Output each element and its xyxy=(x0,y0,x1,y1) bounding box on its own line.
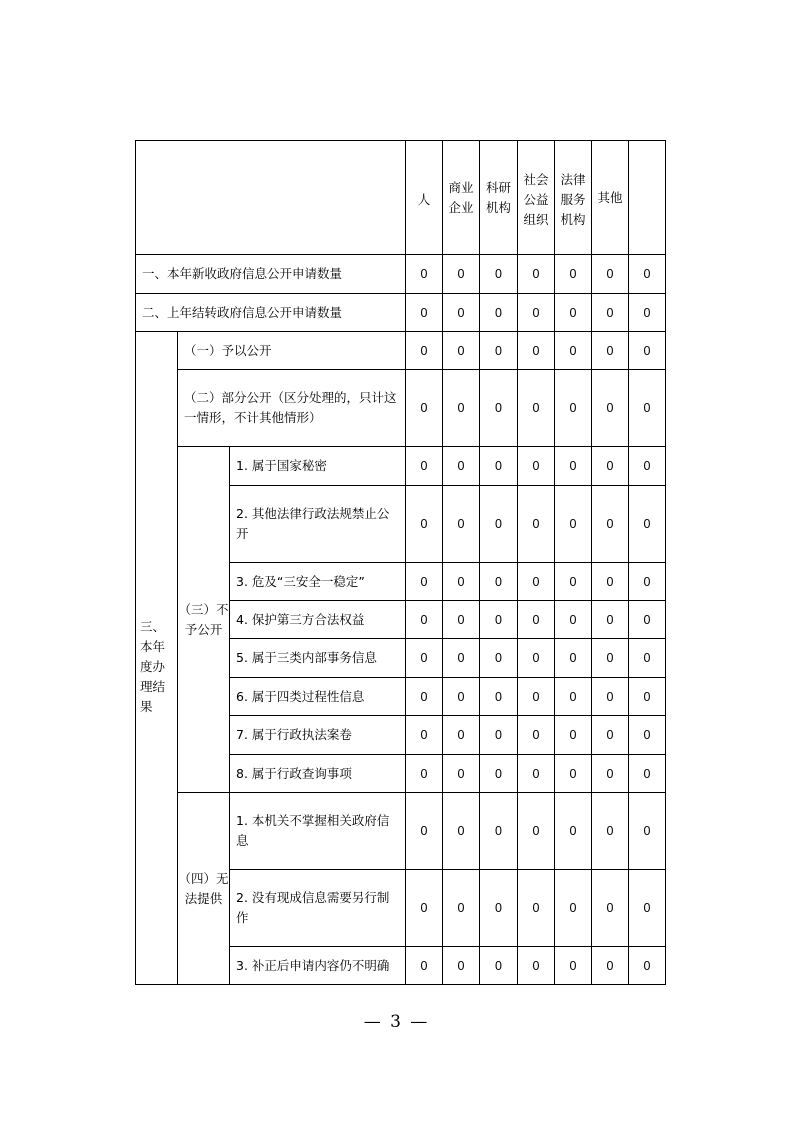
value-cell: 0 xyxy=(555,947,592,985)
value-cell: 0 xyxy=(518,639,555,678)
header-row xyxy=(136,141,666,255)
value-cell: 0 xyxy=(406,447,443,486)
value-cell: 0 xyxy=(629,294,666,332)
value-cell: 0 xyxy=(518,370,555,447)
value-cell: 0 xyxy=(406,639,443,678)
value-cell: 0 xyxy=(518,870,555,947)
value-cell: 0 xyxy=(629,678,666,716)
value-cell: 0 xyxy=(592,486,629,563)
value-cell: 0 xyxy=(629,255,666,294)
row-label: 1. 本机关不掌握相关政府信息 xyxy=(230,793,406,870)
value-cell: 0 xyxy=(443,447,480,486)
value-cell: 0 xyxy=(518,793,555,870)
value-cell: 0 xyxy=(518,255,555,294)
value-cell: 0 xyxy=(443,678,480,716)
value-cell: 0 xyxy=(592,870,629,947)
value-cell: 0 xyxy=(592,563,629,601)
value-cell: 0 xyxy=(629,601,666,639)
value-cell: 0 xyxy=(555,486,592,563)
row-label: 一、本年新收政府信息公开申请数量 xyxy=(136,255,406,294)
value-cell: 0 xyxy=(555,755,592,793)
value-cell: 0 xyxy=(480,639,518,678)
value-cell: 0 xyxy=(518,755,555,793)
value-cell: 0 xyxy=(629,793,666,870)
value-cell: 0 xyxy=(629,755,666,793)
value-cell: 0 xyxy=(480,294,518,332)
value-cell: 0 xyxy=(443,563,480,601)
value-cell: 0 xyxy=(555,370,592,447)
value-cell: 0 xyxy=(406,947,443,985)
header-col-natural-person: 人 xyxy=(406,141,443,255)
value-cell: 0 xyxy=(592,332,629,370)
value-cell: 0 xyxy=(480,755,518,793)
row-label: （二）部分公开（区分处理的，只计这一情形，不计其他情形） xyxy=(178,370,406,447)
value-cell: 0 xyxy=(480,563,518,601)
row-label: 3. 危及“三安全一稳定” xyxy=(230,563,406,601)
row-label: 二、上年结转政府信息公开申请数量 xyxy=(136,294,406,332)
value-cell: 0 xyxy=(592,255,629,294)
value-cell: 0 xyxy=(629,332,666,370)
value-cell: 0 xyxy=(592,447,629,486)
header-col-research: 科研 机构 xyxy=(480,141,518,255)
row-label: 3. 补正后申请内容仍不明确 xyxy=(230,947,406,985)
value-cell: 0 xyxy=(592,755,629,793)
value-cell: 0 xyxy=(406,793,443,870)
value-cell: 0 xyxy=(629,639,666,678)
value-cell: 0 xyxy=(555,332,592,370)
value-cell: 0 xyxy=(480,255,518,294)
value-cell: 0 xyxy=(518,601,555,639)
value-cell: 0 xyxy=(629,947,666,985)
table-row xyxy=(136,370,666,447)
value-cell: 0 xyxy=(443,716,480,755)
table-row xyxy=(136,294,666,332)
value-cell: 0 xyxy=(555,294,592,332)
value-cell: 0 xyxy=(592,639,629,678)
value-cell: 0 xyxy=(443,755,480,793)
value-cell: 0 xyxy=(443,639,480,678)
header-blank-cell xyxy=(136,141,406,255)
value-cell: 0 xyxy=(443,793,480,870)
value-cell: 0 xyxy=(518,563,555,601)
value-cell: 0 xyxy=(406,332,443,370)
value-cell: 0 xyxy=(518,716,555,755)
value-cell: 0 xyxy=(518,332,555,370)
value-cell: 0 xyxy=(555,870,592,947)
value-cell: 0 xyxy=(443,332,480,370)
value-cell: 0 xyxy=(629,486,666,563)
value-cell: 0 xyxy=(518,447,555,486)
value-cell: 0 xyxy=(406,716,443,755)
value-cell: 0 xyxy=(406,755,443,793)
value-cell: 0 xyxy=(406,370,443,447)
value-cell: 0 xyxy=(480,601,518,639)
value-cell: 0 xyxy=(629,447,666,486)
row-label: 2. 没有现成信息需要另行制作 xyxy=(230,870,406,947)
row-label: 8. 属于行政查询事项 xyxy=(230,755,406,793)
row-label: 7. 属于行政执法案卷 xyxy=(230,716,406,755)
value-cell: 0 xyxy=(480,332,518,370)
value-cell: 0 xyxy=(518,678,555,716)
table-row xyxy=(136,332,666,370)
value-cell: 0 xyxy=(555,601,592,639)
page-number: — 3 — xyxy=(363,1012,430,1032)
section-3-label: 三、本年度办理结果 xyxy=(136,332,178,985)
value-cell: 0 xyxy=(443,601,480,639)
value-cell: 0 xyxy=(592,716,629,755)
value-cell: 0 xyxy=(629,870,666,947)
value-cell: 0 xyxy=(480,447,518,486)
value-cell: 0 xyxy=(406,255,443,294)
row-label: 6. 属于四类过程性信息 xyxy=(230,678,406,716)
table-row xyxy=(136,255,666,294)
value-cell: 0 xyxy=(443,255,480,294)
header-col-other: 其他 xyxy=(592,141,629,255)
value-cell: 0 xyxy=(480,716,518,755)
value-cell: 0 xyxy=(555,678,592,716)
value-cell: 0 xyxy=(443,947,480,985)
table-row xyxy=(136,447,666,486)
disclosure-statistics-table xyxy=(135,140,666,985)
value-cell: 0 xyxy=(592,370,629,447)
value-cell: 0 xyxy=(629,370,666,447)
value-cell: 0 xyxy=(480,793,518,870)
header-col-legal-service: 法律 服务 机构 xyxy=(555,141,592,255)
value-cell: 0 xyxy=(629,563,666,601)
table-row xyxy=(136,793,666,870)
group-4-label: （四）无法提供 xyxy=(178,793,230,985)
value-cell: 0 xyxy=(592,601,629,639)
value-cell: 0 xyxy=(555,793,592,870)
value-cell: 0 xyxy=(406,486,443,563)
value-cell: 0 xyxy=(406,563,443,601)
value-cell: 0 xyxy=(592,294,629,332)
value-cell: 0 xyxy=(406,294,443,332)
value-cell: 0 xyxy=(443,870,480,947)
value-cell: 0 xyxy=(629,716,666,755)
value-cell: 0 xyxy=(518,486,555,563)
value-cell: 0 xyxy=(480,678,518,716)
value-cell: 0 xyxy=(592,947,629,985)
value-cell: 0 xyxy=(555,447,592,486)
value-cell: 0 xyxy=(480,870,518,947)
value-cell: 0 xyxy=(480,486,518,563)
value-cell: 0 xyxy=(592,678,629,716)
value-cell: 0 xyxy=(518,947,555,985)
header-col-business: 商业 企业 xyxy=(443,141,480,255)
value-cell: 0 xyxy=(555,563,592,601)
value-cell: 0 xyxy=(406,601,443,639)
value-cell: 0 xyxy=(555,639,592,678)
row-label: 4. 保护第三方合法权益 xyxy=(230,601,406,639)
value-cell: 0 xyxy=(555,716,592,755)
value-cell: 0 xyxy=(555,255,592,294)
value-cell: 0 xyxy=(480,947,518,985)
row-label: 5. 属于三类内部事务信息 xyxy=(230,639,406,678)
header-col-total xyxy=(629,141,666,255)
value-cell: 0 xyxy=(443,294,480,332)
value-cell: 0 xyxy=(443,370,480,447)
row-label: 1. 属于国家秘密 xyxy=(230,447,406,486)
value-cell: 0 xyxy=(592,793,629,870)
row-label: （一）予以公开 xyxy=(178,332,406,370)
value-cell: 0 xyxy=(406,870,443,947)
value-cell: 0 xyxy=(518,294,555,332)
value-cell: 0 xyxy=(406,678,443,716)
value-cell: 0 xyxy=(480,370,518,447)
row-label: 2. 其他法律行政法规禁止公开 xyxy=(230,486,406,563)
value-cell: 0 xyxy=(443,486,480,563)
group-3-label: （三）不予公开 xyxy=(178,447,230,793)
header-col-public-welfare: 社会 公益 组织 xyxy=(518,141,555,255)
